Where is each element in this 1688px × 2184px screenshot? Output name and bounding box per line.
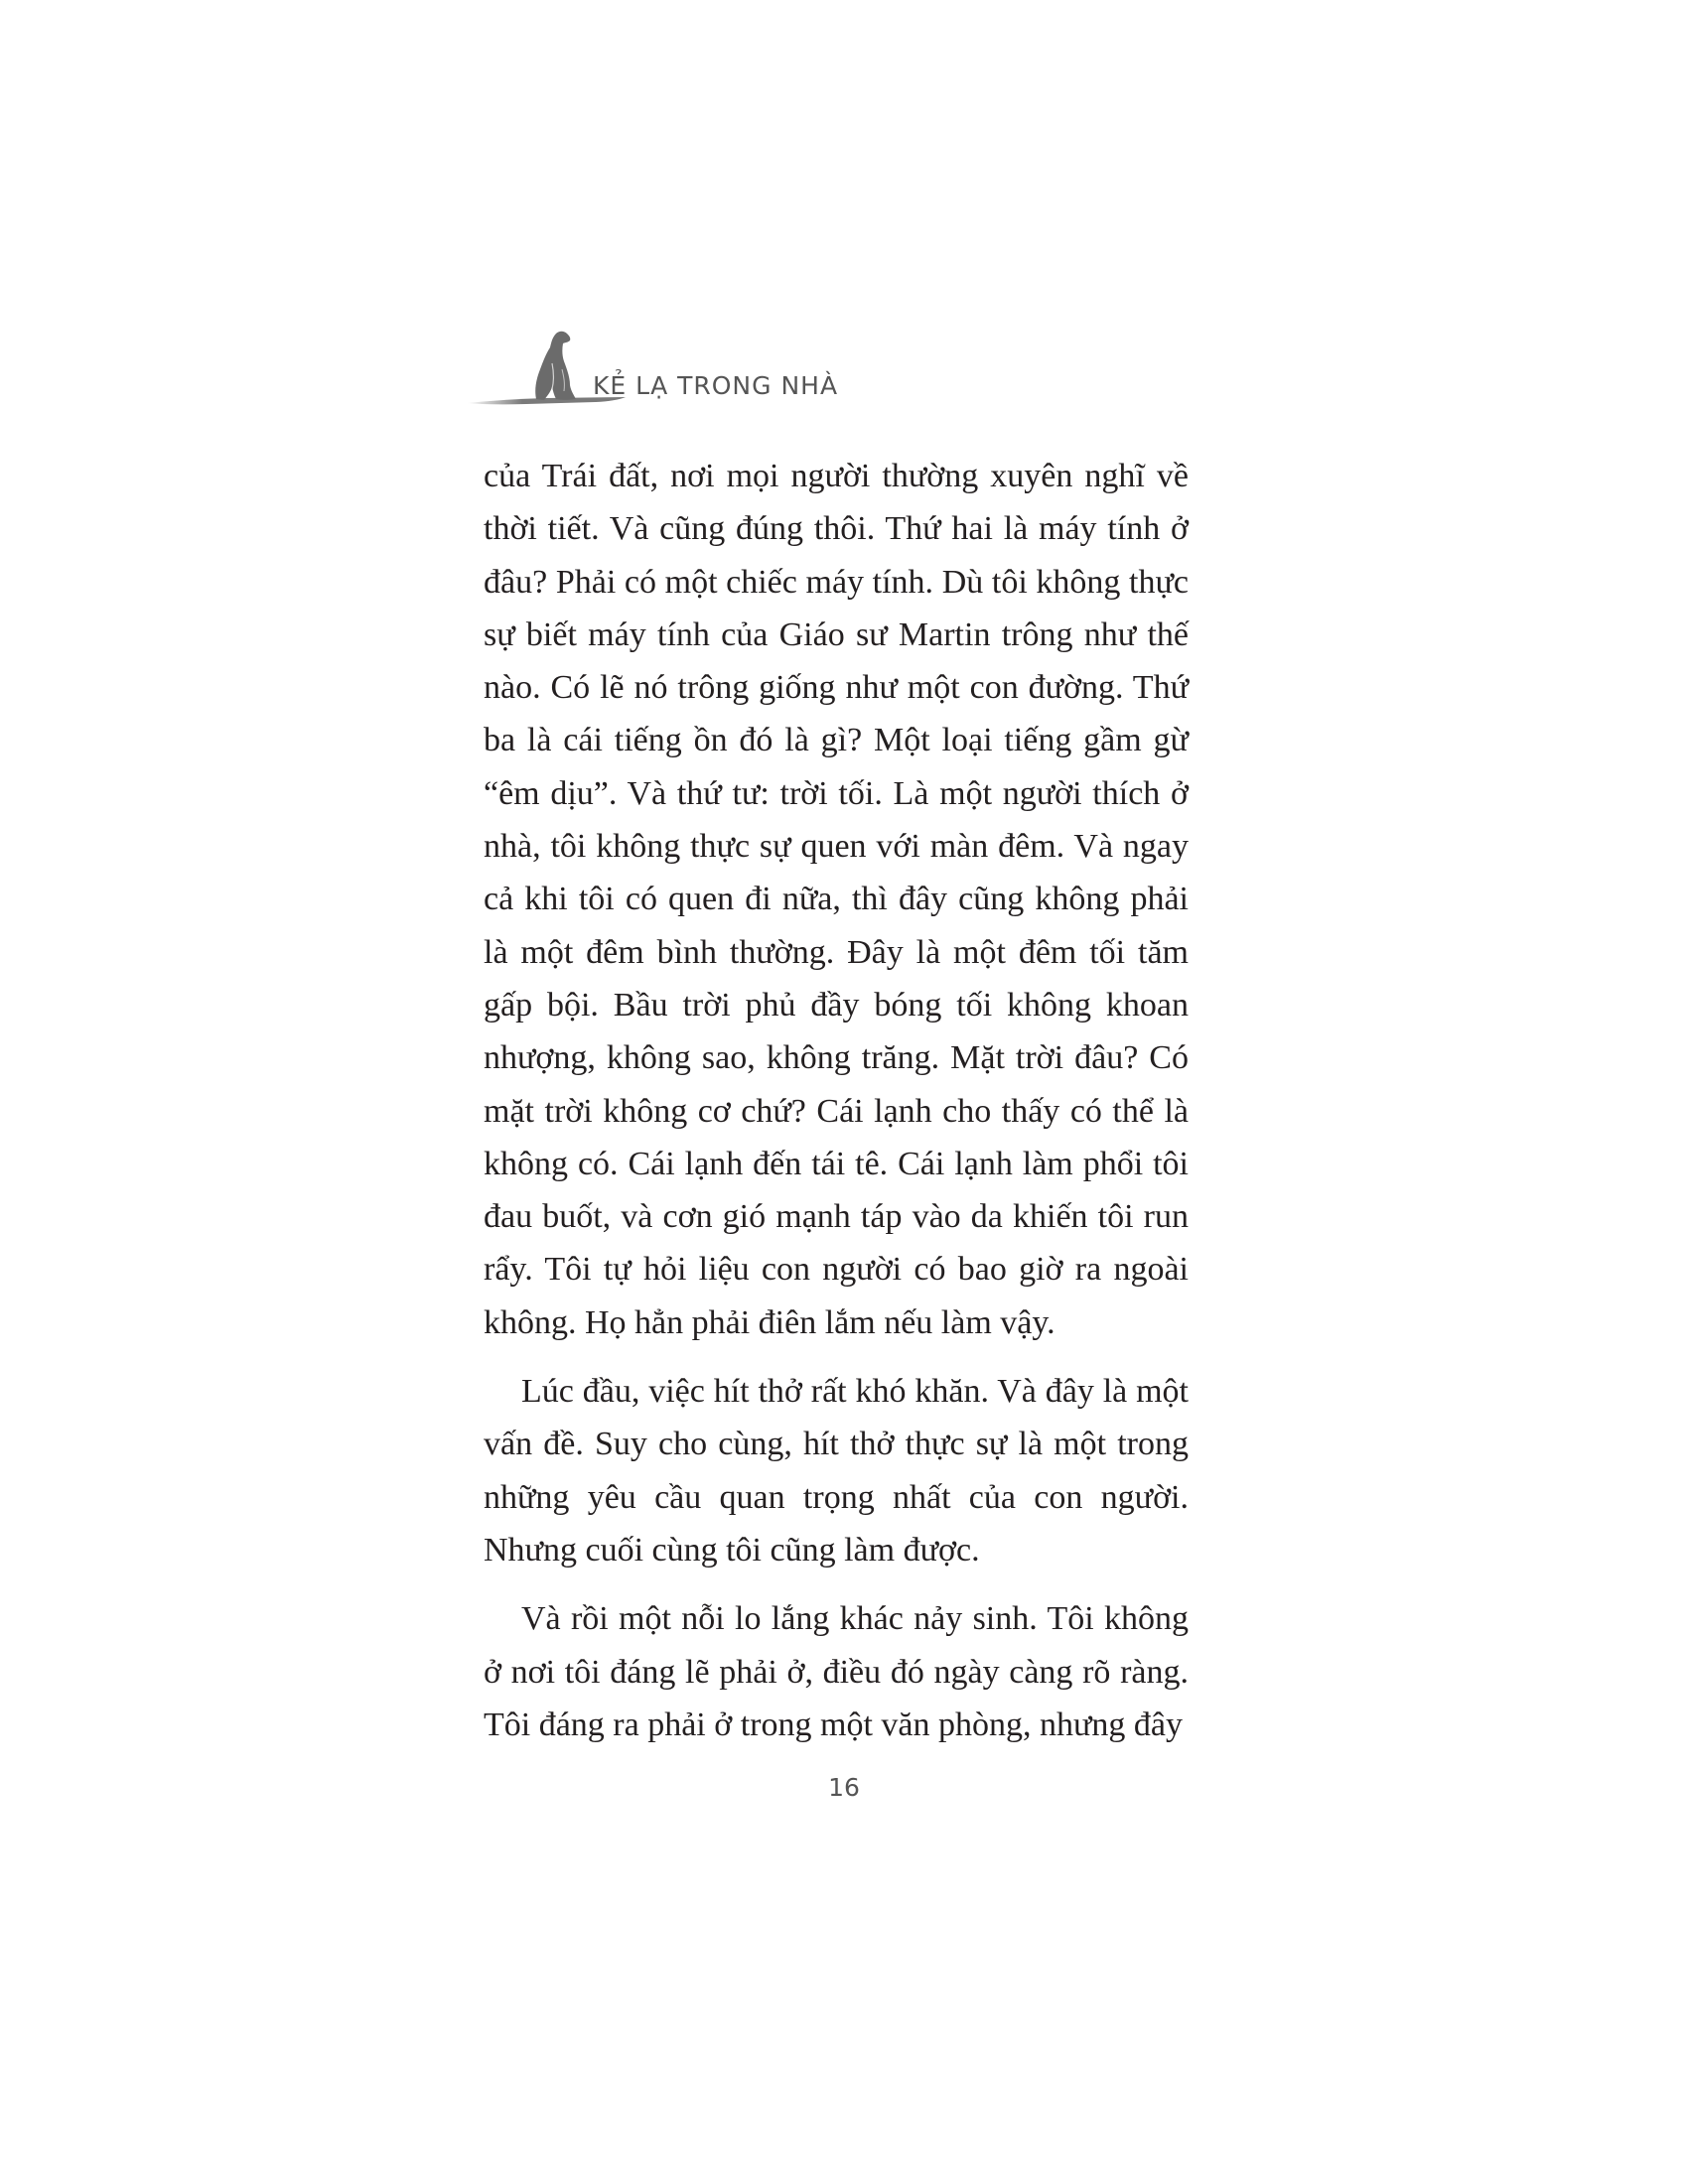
body-text	[484, 450, 1189, 1751]
paragraph: Và rồi một nỗi lo lắng khác nảy sinh. Tôi không ở nơi tôi đáng lẽ phải ở, điều đó ngày càng rõ ràng. Tôi đáng ra phải ở trong một văn phòng, nhưng đây	[484, 1600, 1189, 1743]
running-header	[467, 324, 884, 413]
running-header-title: KẺ LẠ TRONG NHÀ	[593, 371, 839, 400]
paragraph: Lúc đầu, việc hít thở rất khó khăn. Và đây là một vấn đề. Suy cho cùng, hít thở thực sự là một trong những yêu cầu quan trọng nhất của con người. Nhưng cuối cùng tôi cũng làm được.	[484, 1373, 1189, 1569]
paragraph: của Trái đất, nơi mọi người thường xuyên nghĩ về thời tiết. Và cũng đúng thôi. Thứ hai là máy tính ở đâu? Phải có một chiếc máy tính. Dù tôi không thực sự biết máy tính của Giáo sư Martin trông như thế nào. Có lẽ nó trông giống như một con đường. Thứ ba là cái tiếng ồn đó là gì? Một loại tiếng gầm gừ “êm dịu”. Và thứ tư: trời tối. Là một người thích ở nhà, tôi không thực sự quen với màn đêm. Và ngay cả khi tôi có quen đi nữa, thì đây cũng không phải là một đêm bình thường. Đây là một đêm tối tăm gấp bội. Bầu trời phủ đầy bóng tối không khoan nhượng, không sao, không trăng. Mặt trời đâu? Có mặt trời không cơ chứ? Cái lạnh cho thấy có thể là không có. Cái lạnh đến tái tê. Cái lạnh làm phổi tôi đau buốt, và cơn gió mạnh táp vào da khiến tôi run rẩy. Tôi tự hỏi liệu con người có bao giờ ra ngoài không. Họ hẳn phải điên lắm nếu làm vậy.	[484, 458, 1189, 1341]
page-number: 16	[828, 1773, 860, 1802]
